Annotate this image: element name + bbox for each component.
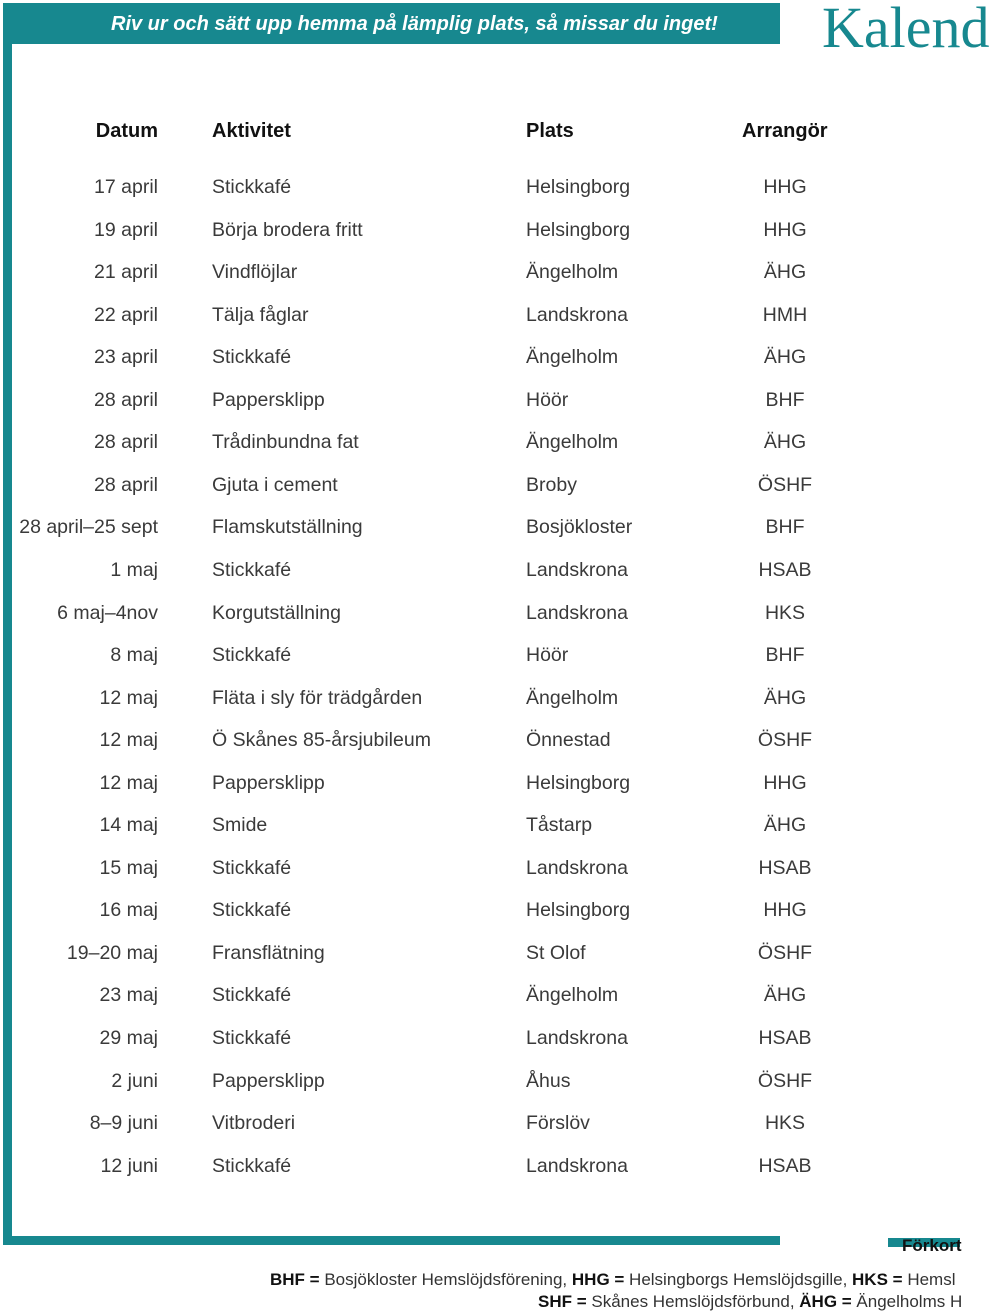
row-place: Höör [526,388,569,411]
row-place: St Olof [526,941,586,964]
row-activity: Stickkafé [212,899,292,922]
row-place: Helsingborg [526,899,631,922]
row-date: 17 april [94,176,158,198]
row-place: Önnestad [526,729,611,752]
row-organizer: ÄHG [763,261,807,284]
table-row [0,814,960,844]
row-date: 29 maj [99,1027,158,1049]
row-date: 19–20 maj [66,941,158,964]
row-date: 1 maj [110,558,158,581]
row-date: 28 april [94,431,158,454]
row-date: 12 maj [99,686,158,709]
table-row [0,1027,960,1057]
row-place: Landskrona [526,1027,628,1049]
abbr-desc: Ängelholms H [856,1292,963,1311]
abbr-sep: = [837,1292,857,1311]
row-activity: Gjuta i cement [212,473,338,496]
abbr-code: SHF [538,1292,572,1311]
row-place: Tåstarp [526,814,593,837]
table-row [0,474,960,504]
table-row [0,942,960,972]
row-organizer: ÖSHF [757,941,813,964]
row-activity: Pappersklipp [212,388,325,411]
row-activity: Stickkafé [212,558,292,581]
table-row [0,857,960,887]
row-activity: Stickkafé [212,1027,292,1049]
row-place: Broby [526,473,577,496]
row-place: Landskrona [526,303,628,326]
row-organizer: BHF [765,644,805,667]
abbreviations-line-1 [270,1270,955,1290]
row-date: 28 april [94,388,158,411]
row-organizer: HSAB [758,856,812,879]
row-place: Landskrona [526,856,628,879]
row-organizer: ÄHG [763,814,807,837]
row-place: Landskrona [526,1154,628,1177]
row-activity: Stickkafé [212,984,292,1007]
row-date: 23 april [94,346,158,369]
banner-text: Riv ur och sätt upp hemma på lämplig plats, så missar du inget! [111,13,718,35]
table-row [0,176,960,206]
row-activity: Fransflätning [212,941,325,964]
abbr-code: BHF [270,1270,305,1289]
row-date: 8 maj [110,644,158,667]
row-date: 12 maj [99,729,158,752]
table-row [0,261,960,291]
row-place: Åhus [526,1069,571,1092]
row-date: 19 april [94,218,158,241]
row-place: Landskrona [526,558,628,581]
row-activity: Pappersklipp [212,771,325,794]
row-organizer: HSAB [758,558,812,581]
row-activity: Stickkafé [212,1154,292,1177]
row-activity: Flamskutställning [212,516,363,539]
table-row [0,559,960,589]
abbr-sep: = [572,1292,592,1311]
row-date: 28 april–25 sept [19,516,158,539]
table-row [0,984,960,1014]
abbr-desc: Hemsl [907,1270,956,1289]
row-organizer: HSAB [758,1027,812,1049]
row-activity: Stickkafé [212,644,292,667]
row-place: Landskrona [526,601,628,624]
row-organizer: ÖSHF [757,473,813,496]
abbr-sep: = [887,1270,908,1289]
row-date: 12 juni [100,1154,158,1177]
row-organizer: HMH [762,303,808,326]
row-activity: Vindflöjlar [212,261,298,284]
row-place: Ängelholm [526,431,619,454]
abbr-desc: Skånes Hemslöjdsförbund, [591,1292,800,1311]
row-place: Bosjökloster [526,516,633,539]
abbreviations-line-2 [538,1292,962,1312]
row-activity: Smide [212,814,268,837]
row-date: 23 maj [99,984,158,1007]
table-row [0,687,960,717]
row-date: 21 april [94,261,158,284]
row-place: Ängelholm [526,261,619,284]
row-date: 22 april [94,303,158,326]
table-row [0,219,960,249]
row-organizer: HSAB [758,1154,812,1177]
table-row [0,1155,960,1185]
header-date: Datum [95,120,158,142]
row-date: 16 maj [99,899,158,922]
abbr-code: HHG [571,1270,610,1289]
row-organizer: ÄHG [763,984,807,1007]
row-organizer: ÄHG [763,346,807,369]
row-activity: Pappersklipp [212,1069,325,1092]
table-row [0,602,960,632]
row-place: Ängelholm [526,984,619,1007]
header-organizer: Arrangör [742,120,828,142]
row-activity: Stickkafé [212,176,292,198]
row-activity: Börja brodera fritt [212,218,363,241]
table-row [0,1112,960,1142]
table-row [0,516,960,546]
table-row [0,389,960,419]
row-activity: Ö Skånes 85-årsjubileum [212,729,431,752]
row-organizer: HHG [763,899,807,922]
abbr-desc: Helsingborgs Hemslöjdsgille, [629,1270,853,1289]
page-title: Kalend [822,0,990,60]
row-activity: Korgutställning [212,601,341,624]
abbr-sep: = [609,1270,630,1289]
row-place: Ängelholm [526,686,619,709]
row-organizer: HHG [763,218,807,241]
table-row [0,346,960,376]
row-date: 8–9 juni [89,1112,158,1135]
header-activity: Aktivitet [212,120,291,142]
row-organizer: HHG [763,176,807,198]
row-place: Förslöv [526,1112,590,1135]
row-date: 2 juni [111,1069,158,1092]
row-activity: Stickkafé [212,346,292,369]
abbreviations-title: Förkort [902,1236,962,1255]
row-organizer: BHF [765,388,805,411]
row-date: 6 maj–4nov [57,601,158,624]
row-organizer: HHG [763,771,807,794]
row-activity: Stickkafé [212,856,292,879]
table-row [0,431,960,461]
table-row [0,729,960,759]
row-date: 12 maj [99,771,158,794]
row-place: Ängelholm [526,346,619,369]
abbr-desc: Bosjökloster Hemslöjdsförening, [324,1270,572,1289]
row-organizer: ÄHG [763,686,807,709]
row-activity: Tälja fåglar [212,303,309,326]
table-row [0,899,960,929]
row-activity: Vitbroderi [212,1112,296,1135]
row-organizer: ÖSHF [757,1069,813,1092]
row-organizer: HKS [764,601,806,624]
row-organizer: BHF [765,516,805,539]
abbr-sep: = [304,1270,325,1289]
row-place: Helsingborg [526,771,631,794]
table-row [0,772,960,802]
row-activity: Trådinbundna fat [212,431,359,454]
row-organizer: ÖSHF [757,729,813,752]
row-date: 14 maj [99,814,158,837]
row-place: Helsingborg [526,218,631,241]
row-organizer: HKS [764,1112,806,1135]
row-activity: Fläta i sly för trädgården [212,686,423,709]
row-place: Helsingborg [526,176,631,198]
row-date: 28 april [94,473,158,496]
abbr-code: ÄHG [799,1292,838,1311]
table-row [0,1070,960,1100]
header-place: Plats [526,120,574,142]
table-row [0,304,960,334]
row-organizer: ÄHG [763,431,807,454]
abbr-code: HKS [852,1270,888,1289]
table-row [0,644,960,674]
row-place: Höör [526,644,569,667]
row-date: 15 maj [99,856,158,879]
